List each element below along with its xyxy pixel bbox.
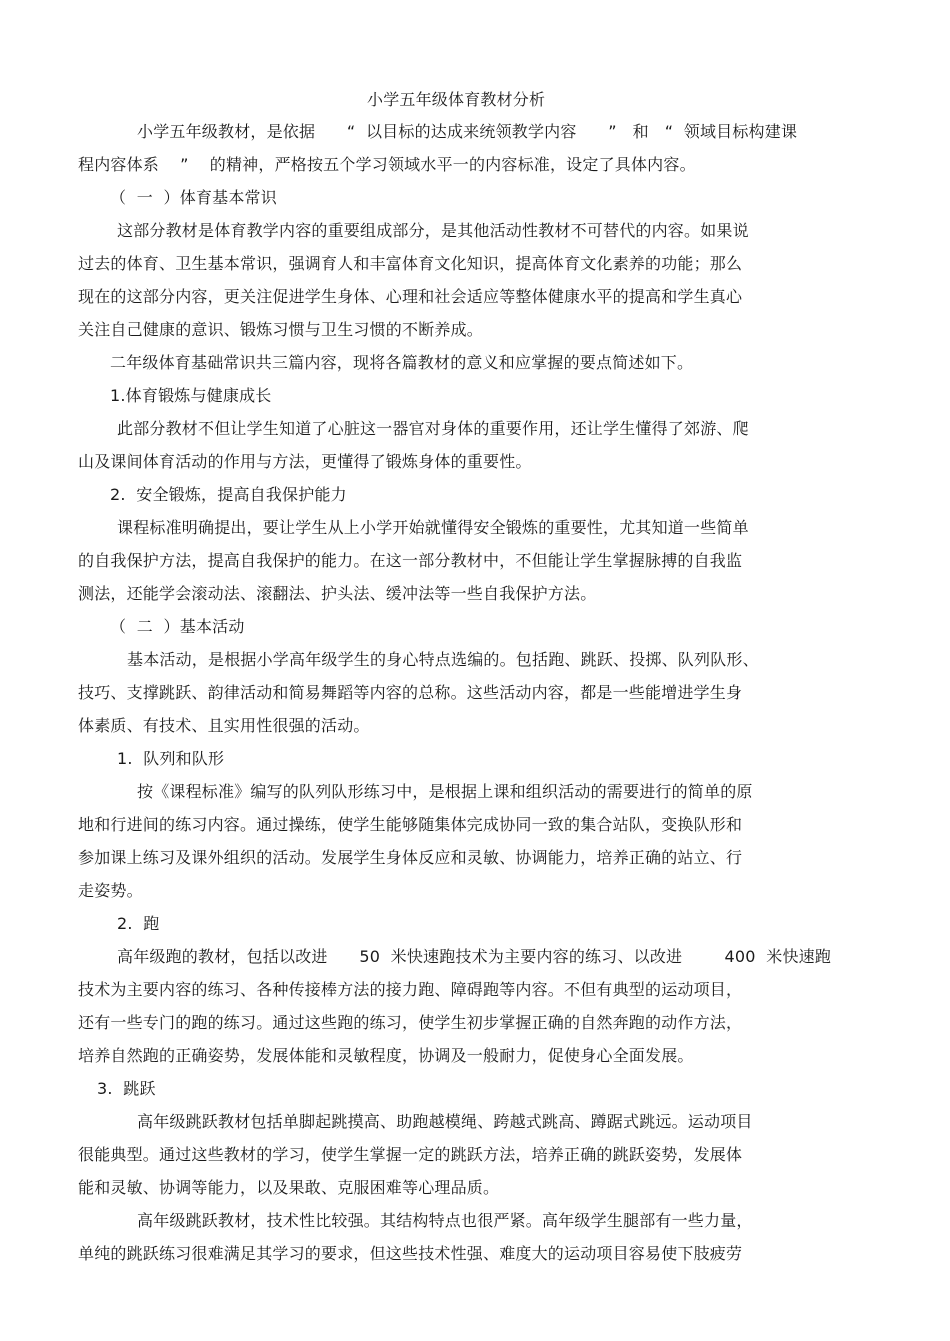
paragraph-line: 这部分教材是体育教学内容的重要组成部分，是其他活动性教材不可替代的内容。如果说: [117, 221, 749, 240]
document-title: 小学五年级体育教材分析: [367, 90, 546, 109]
paragraph-line: 高年级跑的教材，包括以改进 50 米快速跑技术为主要内容的练习、以改进 400 米快速跑: [117, 947, 832, 966]
paragraph-line: 小学五年级教材，是依据 “ 以目标的达成来统领教学内容 ” 和 “ 领域目标构建课: [137, 122, 798, 141]
subsection-heading: 3. 跳跃: [97, 1079, 156, 1098]
paragraph-line: 过去的体育、卫生基本常识，强调育人和丰富体育文化知识，提高体育文化素养的功能；那么: [78, 254, 743, 273]
paragraph-line: 现在的这部分内容，更关注促进学生身体、心理和社会适应等整体健康水平的提高和学生真心: [78, 287, 743, 306]
paragraph-line: 测法，还能学会滚动法、滚翻法、护头法、缓冲法等一些自我保护方法。: [78, 584, 597, 603]
paragraph-line: 单纯的跳跃练习很难满足其学习的要求，但这些技术性强、难度大的运动项目容易使下肢疲劳: [78, 1244, 743, 1263]
paragraph-line: 能和灵敏、协调等能力，以及果敢、克服困难等心理品质。: [78, 1178, 500, 1197]
paragraph-line: 的自我保护方法，提高自我保护的能力。在这一部分教材中，不但能让学生掌握脉搏的自我监: [78, 551, 743, 570]
paragraph-line: 走姿势。: [78, 881, 143, 900]
subsection-heading: 2. 跑: [117, 914, 160, 933]
paragraph-line: 程内容体系 ” 的精神，严格按五个学习领域水平一的内容标准，设定了具体内容。: [78, 155, 696, 174]
subsection-heading: 1.体育锻炼与健康成长: [110, 386, 272, 405]
paragraph-line: 山及课间体育活动的作用与方法，更懂得了锻炼身体的重要性。: [78, 452, 532, 471]
paragraph-line: 二年级体育基础常识共三篇内容，现将各篇教材的意义和应掌握的要点简述如下。: [110, 353, 694, 372]
paragraph-line: 按《课程标准》编写的队列队形练习中，是根据上课和组织活动的需要进行的简单的原: [137, 782, 753, 801]
paragraph-line: 地和行进间的练习内容。通过操练，使学生能够随集体完成协同一致的集合站队，变换队形和: [78, 815, 743, 834]
paragraph-line: 此部分教材不但让学生知道了心脏这一器官对身体的重要作用，还让学生懂得了郊游、爬: [117, 419, 749, 438]
paragraph-line: 关注自己健康的意识、锻炼习惯与卫生习惯的不断养成。: [78, 320, 484, 339]
paragraph-line: 技术为主要内容的练习、各种传接棒方法的接力跑、障碍跑等内容。不但有典型的运动项目，: [78, 980, 743, 999]
section-heading: （ 二 ）基本活动: [110, 617, 245, 636]
section-heading: （ 一 ）体育基本常识: [110, 188, 277, 207]
paragraph-line: 高年级跳跃教材，技术性比较强。其结构特点也很严紧。高年级学生腿部有一些力量，: [137, 1211, 753, 1230]
paragraph-line: 课程标准明确提出，要让学生从上小学开始就懂得安全锻炼的重要性，尤其知道一些简单: [117, 518, 749, 537]
subsection-heading: 2. 安全锻炼，提高自我保护能力: [110, 485, 347, 504]
paragraph-line: 参加课上练习及课外组织的活动。发展学生身体反应和灵敏、协调能力，培养正确的站立、行: [78, 848, 743, 867]
paragraph-line: 技巧、支撑跳跃、韵律活动和简易舞蹈等内容的总称。这些活动内容，都是一些能增进学生身: [78, 683, 743, 702]
paragraph-line: 基本活动，是根据小学高年级学生的身心特点选编的。包括跑、跳跃、投掷、队列队形、: [127, 650, 759, 669]
paragraph-line: 培养自然跑的正确姿势，发展体能和灵敏程度，协调及一般耐力，促使身心全面发展。: [78, 1046, 694, 1065]
paragraph-line: 体素质、有技术、且实用性很强的活动。: [78, 716, 370, 735]
subsection-heading: 1. 队列和队形: [117, 749, 225, 768]
paragraph-line: 高年级跳跃教材包括单脚起跳摸高、助跑越模绳、跨越式跳高、蹲踞式跳远。运动项目: [137, 1112, 753, 1131]
paragraph-line: 很能典型。通过这些教材的学习，使学生掌握一定的跳跃方法，培养正确的跳跃姿势，发展体: [78, 1145, 743, 1164]
paragraph-line: 还有一些专门的跑的练习。通过这些跑的练习，使学生初步掌握正确的自然奔跑的动作方法，: [78, 1013, 743, 1032]
